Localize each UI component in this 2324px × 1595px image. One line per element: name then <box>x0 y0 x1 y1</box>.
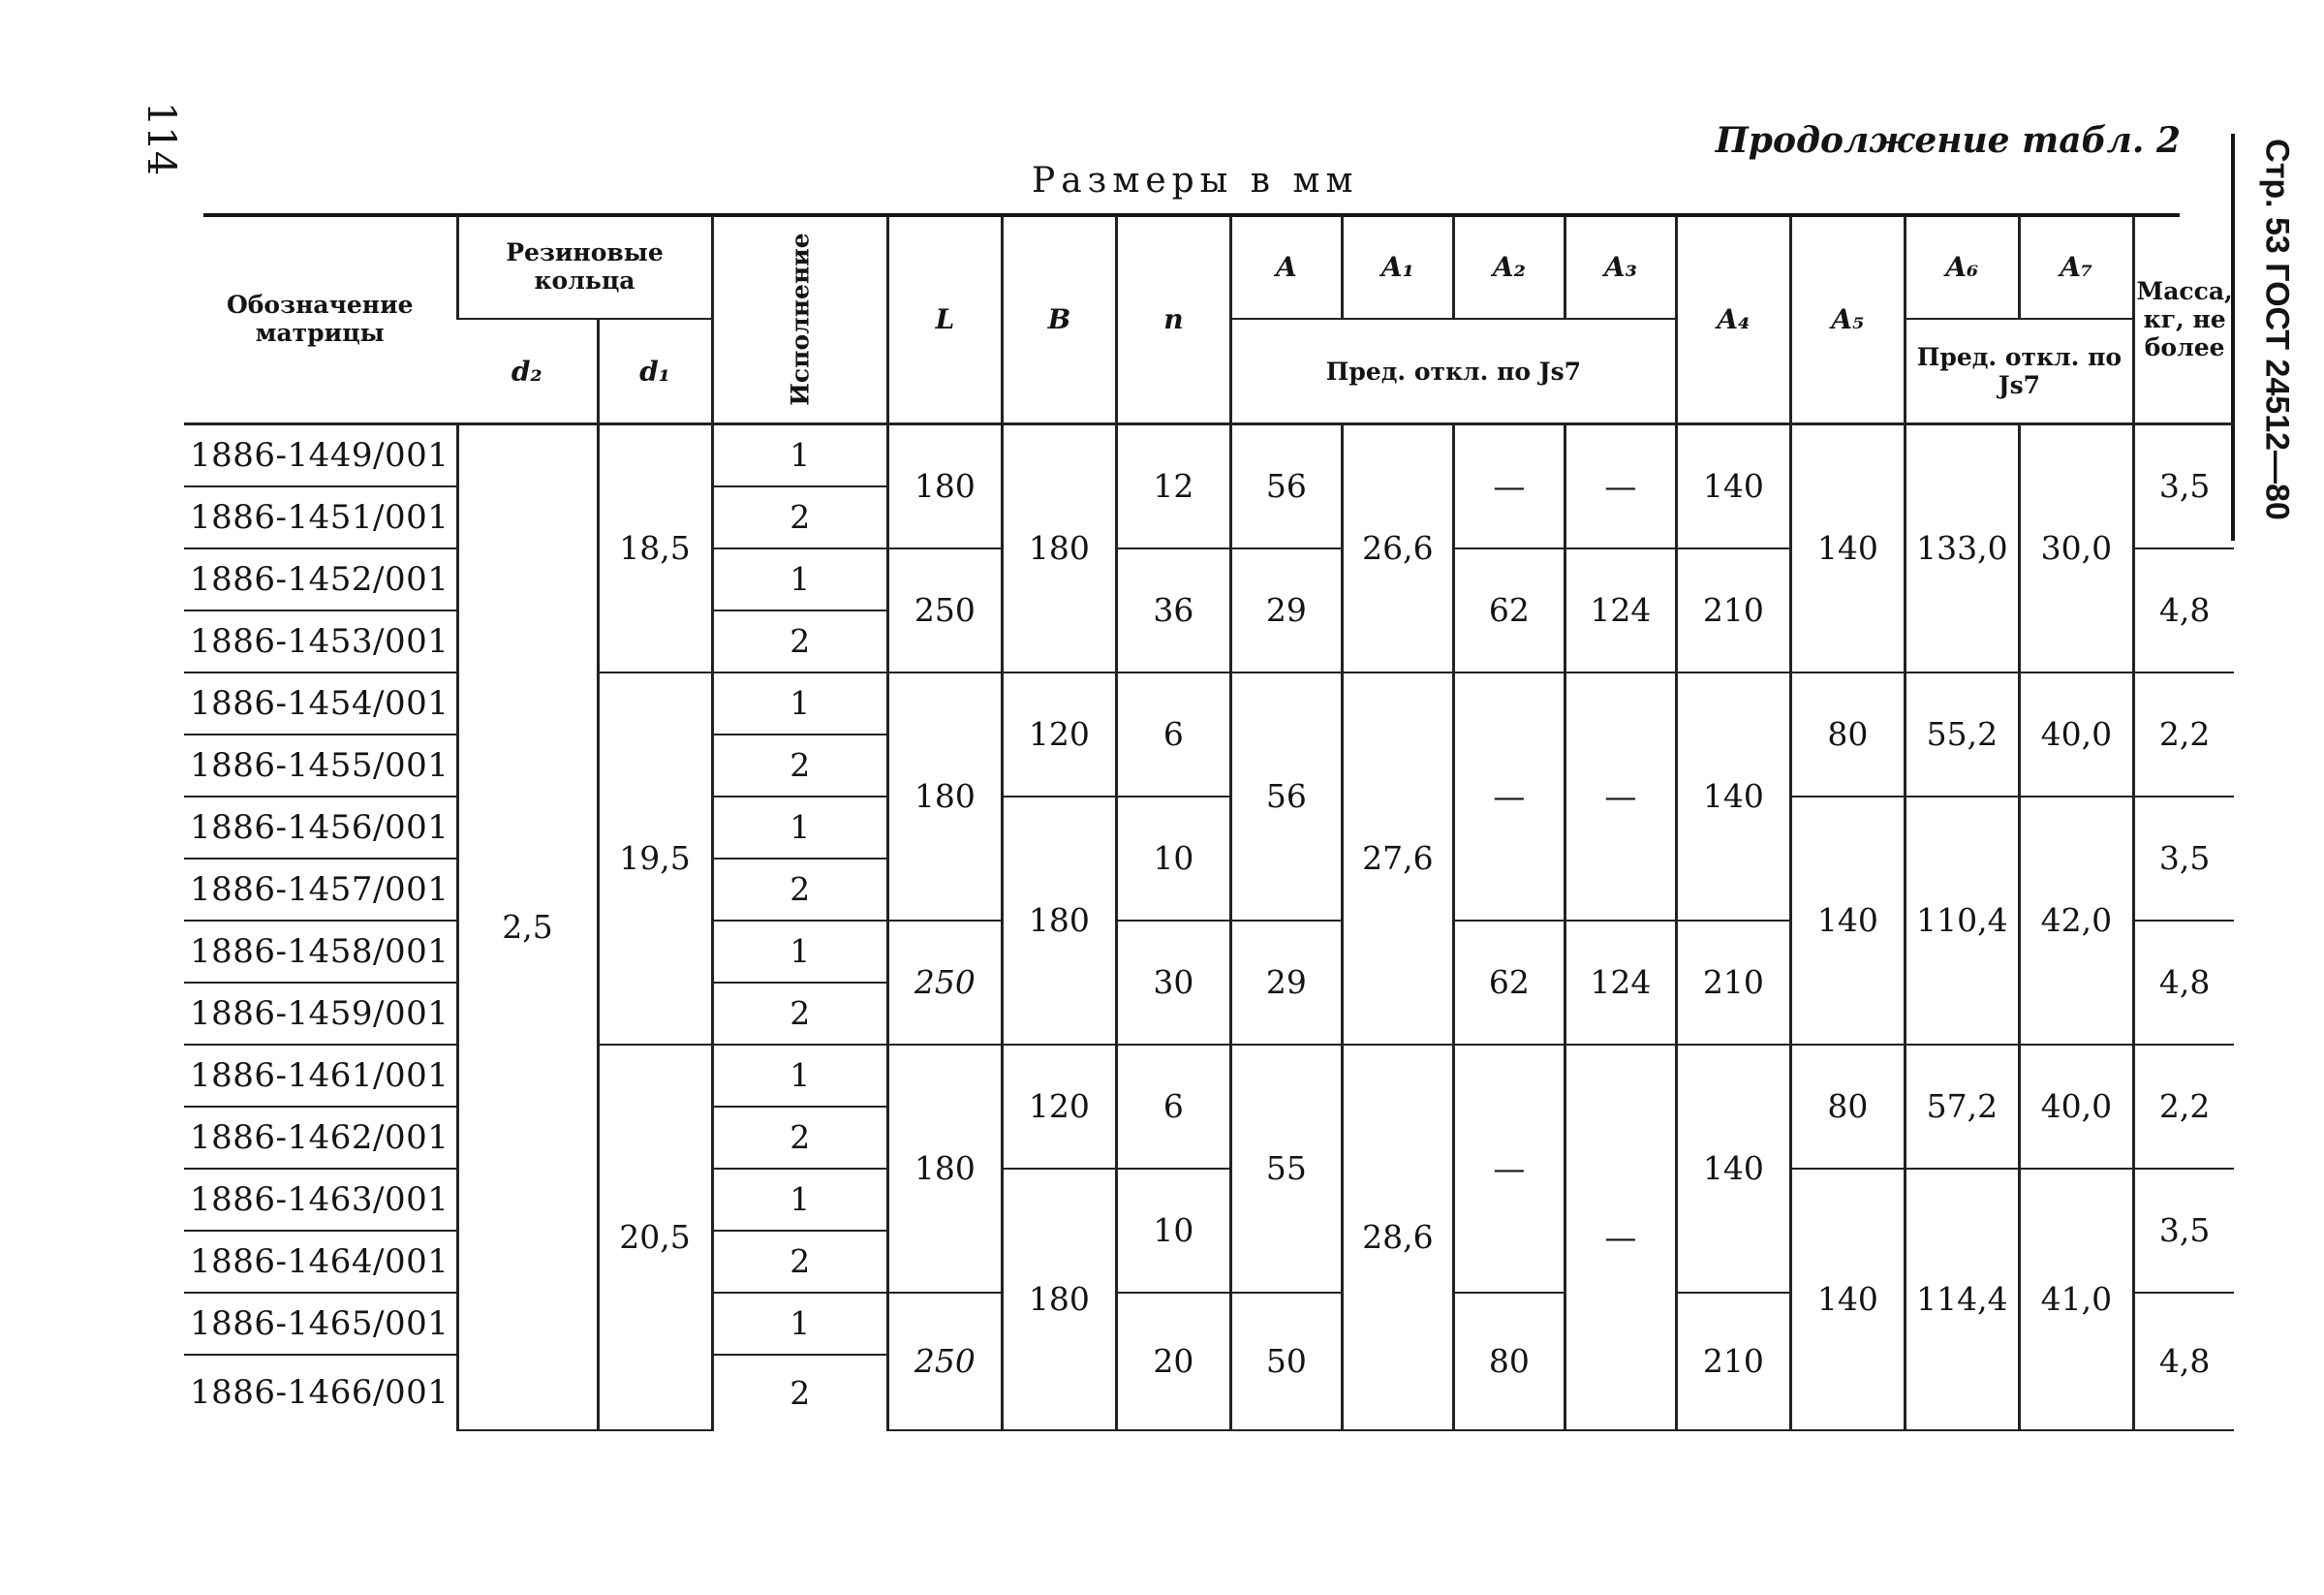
header-mass: Масса, кг, не более <box>2133 215 2234 424</box>
designation-cell: 1886-1456/001 <box>184 797 457 859</box>
execution-cell: 2 <box>712 859 887 921</box>
A6-cell: 110,4 <box>1905 797 2019 1045</box>
d1-cell: 18,5 <box>598 424 712 672</box>
execution-cell: 2 <box>712 1355 887 1430</box>
designation-cell: 1886-1453/001 <box>184 610 457 672</box>
designation-cell: 1886-1465/001 <box>184 1293 457 1355</box>
continuation-title: Продолжение табл. 2 <box>1715 120 2181 161</box>
L-cell: 250 <box>887 548 1002 672</box>
execution-cell: 2 <box>712 610 887 672</box>
B-cell: 120 <box>1002 672 1116 797</box>
page-number: 114 <box>139 101 184 176</box>
n-cell: 36 <box>1116 548 1230 672</box>
A-cell: 50 <box>1230 1293 1342 1430</box>
header-A2: A₂ <box>1453 215 1565 319</box>
A5-cell: 80 <box>1790 672 1905 797</box>
header-A4: A₄ <box>1676 215 1790 424</box>
A-cell: 55 <box>1230 1045 1342 1293</box>
A1-cell: 26,6 <box>1342 424 1453 672</box>
n-cell: 30 <box>1116 921 1230 1045</box>
A2-cell: 62 <box>1453 921 1565 1045</box>
A3-cell: — <box>1565 1045 1676 1430</box>
A-cell: 56 <box>1230 424 1342 548</box>
A-cell: 29 <box>1230 548 1342 672</box>
A1-cell: 28,6 <box>1342 1045 1453 1430</box>
A-cell: 29 <box>1230 921 1342 1045</box>
designation-cell: 1886-1458/001 <box>184 921 457 983</box>
header-A7: A₇ <box>2019 215 2133 319</box>
designation-cell: 1886-1449/001 <box>184 424 457 486</box>
designation-cell: 1886-1466/001 <box>190 1373 449 1412</box>
header-execution: Исполнение <box>712 215 887 424</box>
A7-cell: 40,0 <box>2019 672 2133 797</box>
B-cell: 120 <box>1002 1045 1116 1169</box>
dimensions-table <box>184 215 2234 1431</box>
designation-cell: 1886-1464/001 <box>184 1231 457 1293</box>
designation-cell: 1886-1457/001 <box>184 859 457 921</box>
n-cell: 20 <box>1116 1293 1230 1430</box>
execution-cell: 1 <box>712 424 887 486</box>
A2-cell: — <box>1453 424 1565 548</box>
mass-cell: 4,8 <box>2133 921 2234 1045</box>
execution-cell: 1 <box>712 1045 887 1107</box>
execution-cell: 2 <box>712 1107 887 1169</box>
execution-cell: 1 <box>712 548 887 610</box>
header-designation: Обозначение матрицы <box>184 215 457 424</box>
mass-cell: 3,5 <box>2133 797 2234 921</box>
execution-cell: 1 <box>712 1169 887 1231</box>
header-A5: A₅ <box>1790 215 1905 424</box>
side-header: Стр. 53 ГОСТ 24512—80 <box>2258 139 2296 520</box>
A6-cell: 55,2 <box>1905 672 2019 797</box>
d2-cell: 2,5 <box>457 424 598 1430</box>
d1-cell: 19,5 <box>598 672 712 1045</box>
A6-cell: 57,2 <box>1905 1045 2019 1169</box>
A7-cell: 40,0 <box>2019 1045 2133 1169</box>
designation-cell: 1886-1459/001 <box>184 983 457 1045</box>
mass-cell: 4,8 <box>2133 548 2234 672</box>
header-A1: A₁ <box>1342 215 1453 319</box>
designation-cell: 1886-1452/001 <box>184 548 457 610</box>
A2-cell: 80 <box>1453 1293 1565 1430</box>
header-d1: d₁ <box>598 319 712 424</box>
mass-cell: 3,5 <box>2133 424 2234 548</box>
execution-cell: 2 <box>712 983 887 1045</box>
header-L: L <box>887 215 1002 424</box>
designation-cell: 1886-1455/001 <box>184 735 457 797</box>
A7-cell: 41,0 <box>2019 1169 2133 1430</box>
designation-cell: 1886-1463/001 <box>184 1169 457 1231</box>
header-tolerance-1: Пред. откл. по Js7 <box>1230 319 1676 424</box>
A7-cell: 42,0 <box>2019 797 2133 1045</box>
A4-cell: 210 <box>1676 921 1790 1045</box>
A5-cell: 140 <box>1790 1169 1905 1430</box>
A4-cell: 140 <box>1676 1045 1790 1293</box>
designation-cell: 1886-1462/001 <box>184 1107 457 1169</box>
execution-cell: 2 <box>712 1231 887 1293</box>
header-n: n <box>1116 215 1230 424</box>
L-cell: 180 <box>887 424 1002 548</box>
n-cell: 12 <box>1116 424 1230 548</box>
d1-cell: 20,5 <box>598 1045 712 1430</box>
A3-cell: — <box>1565 672 1676 921</box>
units-caption: Размеры в мм <box>1032 161 1359 201</box>
A-cell: 56 <box>1230 672 1342 921</box>
execution-cell: 1 <box>712 921 887 983</box>
A5-cell: 140 <box>1790 797 1905 1045</box>
A7-cell: 30,0 <box>2019 424 2133 672</box>
A2-cell: — <box>1453 1045 1565 1293</box>
B-cell: 180 <box>1002 424 1116 672</box>
header-A6: A₆ <box>1905 215 2019 319</box>
header-rings: Резиновые кольца <box>457 215 712 319</box>
A3-cell: — <box>1565 424 1676 548</box>
n-cell: 6 <box>1116 672 1230 797</box>
A4-cell: 140 <box>1676 672 1790 921</box>
header-A3: A₃ <box>1565 215 1676 319</box>
A6-cell: 114,4 <box>1905 1169 2019 1430</box>
B-cell: 180 <box>1002 1169 1116 1430</box>
B-cell: 180 <box>1002 797 1116 1045</box>
designation-cell: 1886-1461/001 <box>184 1045 457 1107</box>
mass-cell: 3,5 <box>2133 1169 2234 1293</box>
L-cell: 180 <box>887 1045 1002 1293</box>
A4-cell: 210 <box>1676 1293 1790 1430</box>
execution-cell: 1 <box>712 672 887 735</box>
mass-cell: 2,2 <box>2133 1045 2234 1169</box>
A5-cell: 140 <box>1790 424 1905 672</box>
A1-cell: 27,6 <box>1342 672 1453 1045</box>
n-cell: 10 <box>1116 797 1230 921</box>
designation-cell: 1886-1454/001 <box>184 672 457 735</box>
A5-cell: 80 <box>1790 1045 1905 1169</box>
A4-cell: 140 <box>1676 424 1790 548</box>
mass-cell: 2,2 <box>2133 672 2234 797</box>
execution-cell: 1 <box>712 797 887 859</box>
header-A: A <box>1230 215 1342 319</box>
n-cell: 10 <box>1116 1169 1230 1293</box>
A3-cell: 124 <box>1565 921 1676 1045</box>
L-cell: 250 <box>887 921 1002 1045</box>
A4-cell: 210 <box>1676 548 1790 672</box>
header-B: B <box>1002 215 1116 424</box>
A2-cell: — <box>1453 672 1565 921</box>
L-cell: 250 <box>887 1293 1002 1430</box>
A3-cell: 124 <box>1565 548 1676 672</box>
A2-cell: 62 <box>1453 548 1565 672</box>
n-cell: 6 <box>1116 1045 1230 1169</box>
execution-cell: 2 <box>712 735 887 797</box>
header-d2: d₂ <box>457 319 598 424</box>
execution-cell: 2 <box>712 486 887 548</box>
execution-cell: 1 <box>712 1293 887 1355</box>
designation-cell: 1886-1451/001 <box>184 486 457 548</box>
mass-cell: 4,8 <box>2133 1293 2234 1430</box>
header-tolerance-2: Пред. откл. по Js7 <box>1905 319 2133 424</box>
A6-cell: 133,0 <box>1905 424 2019 672</box>
L-cell: 180 <box>887 672 1002 921</box>
